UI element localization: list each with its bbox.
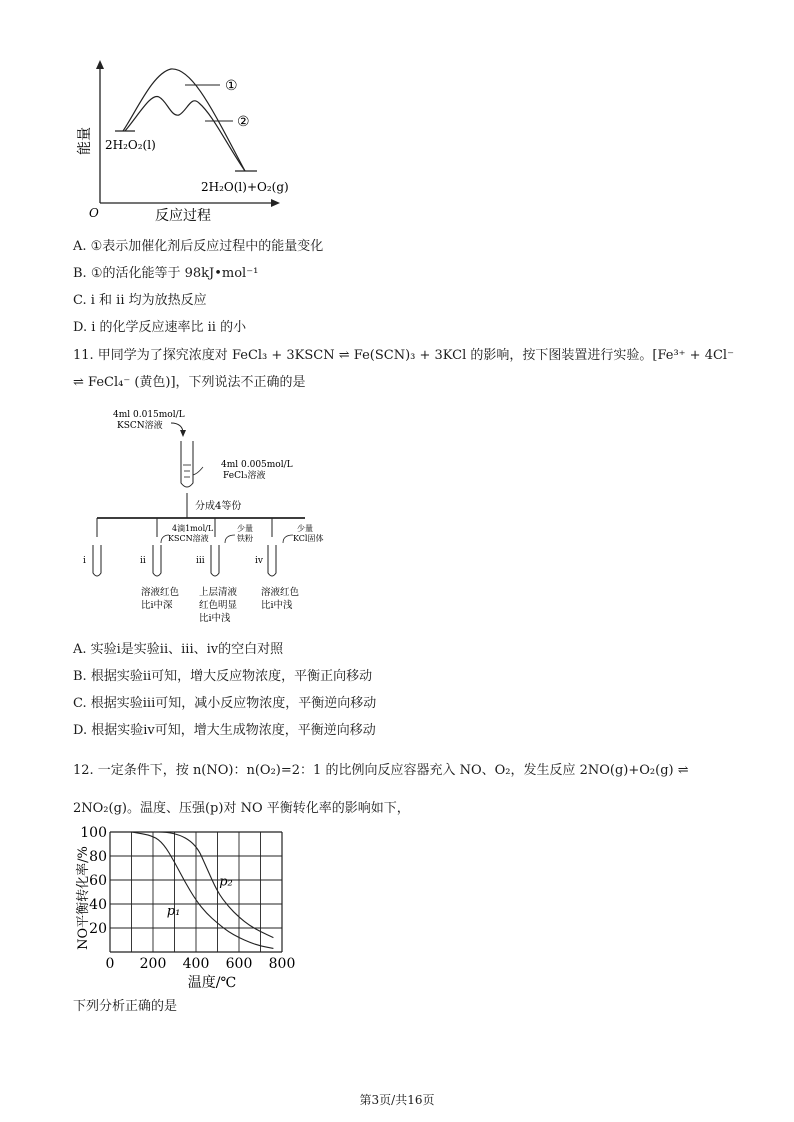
- q12-stem-line1: 12. 一定条件下，按 n(NO)：n(O₂)=2：1 的比例向反应容器充入 NO、O₂，发生反应 2NO(g)+O₂(g) ⇌: [73, 763, 689, 778]
- obs-ii-line2: 比i中深: [141, 600, 173, 611]
- add-ii-line2: KSCN溶液: [168, 534, 209, 543]
- y-tick-label: 80: [89, 849, 107, 865]
- add-iv-arrow: [283, 535, 293, 543]
- curve-2: [125, 96, 245, 171]
- q11-option-d: D. 根据实验iv可知，增大生成物浓度，平衡逆向移动: [73, 723, 376, 738]
- q10-option-c: C. i 和 ii 均为放热反应: [73, 293, 207, 308]
- q11-option-b: B. 根据实验ii可知，增大反应物浓度，平衡正向移动: [73, 669, 373, 684]
- obs-iii-line3: 比i中浅: [199, 613, 231, 624]
- y-axis-arrow: [96, 60, 104, 69]
- q11-option-a: A. 实验i是实验ii、iii、iv的空白对照: [73, 642, 284, 657]
- add-iv-line1: 少量: [297, 524, 313, 533]
- chart-y-label: NO平衡转化率/%: [76, 846, 91, 950]
- fecl3-leader: [193, 467, 203, 475]
- test-tube-ii: [153, 545, 161, 576]
- curve-1-label: ①: [225, 78, 238, 94]
- x-tick-label: 800: [268, 956, 296, 972]
- y-tick-label: 100: [80, 825, 107, 841]
- obs-ii-line1: 溶液红色: [141, 587, 180, 598]
- x-axis-arrow: [271, 199, 280, 207]
- add-iii-line2: 铁粉: [237, 534, 253, 543]
- series-label-2: p₂: [219, 874, 233, 890]
- energy-diagram: [75, 55, 305, 230]
- obs-iv-line2: 比i中浅: [261, 600, 293, 611]
- y-tick-label: 20: [89, 921, 107, 937]
- curve-2-label: ②: [237, 114, 250, 130]
- test-tube-iv: [268, 545, 276, 576]
- q11-stem-line2: ⇌ FeCl₄⁻ (黄色)]，下列说法不正确的是: [73, 375, 306, 390]
- page-footer: 第3页/共16页: [359, 1093, 435, 1107]
- x-tick-label: 0: [105, 956, 115, 972]
- series-line-2: [142, 832, 273, 938]
- q11-stem-line1: 11. 甲同学为了探究浓度对 FeCl₃ + 3KSCN ⇌ Fe(SCN)₃ + 3KCl 的影响，按下图装置进行实验。[Fe³⁺ + 4Cl⁻: [73, 348, 734, 363]
- tube-label-ii: ii: [140, 556, 146, 566]
- q11-option-c: C. 根据实验iii可知，减小反应物浓度，平衡逆向移动: [73, 696, 377, 711]
- fecl3-name: FeCl₃溶液: [223, 471, 266, 481]
- q10-option-d: D. i 的化学反应速率比 ii 的小: [73, 320, 247, 335]
- origin-label: O: [89, 206, 99, 220]
- no-conversion-chart: [72, 822, 302, 994]
- reactant-label: 2H₂O₂(l): [105, 138, 156, 152]
- tube-label-iv: iv: [255, 556, 263, 566]
- obs-iii-line1: 上层清液: [199, 587, 238, 598]
- tube-label-i: i: [83, 556, 86, 566]
- fecl3-conc: 4ml 0.005mol/L: [221, 460, 293, 470]
- kscn-conc: 4ml 0.015mol/L: [113, 410, 185, 420]
- obs-iii-line2: 红色明显: [199, 600, 238, 611]
- tube-label-iii: iii: [196, 556, 205, 566]
- test-tube-iii: [211, 545, 219, 576]
- apparatus-diagram: [75, 405, 365, 630]
- q10-option-a: A. ①表示加催化剂后反应过程中的能量变化: [73, 239, 324, 254]
- q12-stem-line2: 2NO₂(g)。温度、压强(p)对 NO 平衡转化率的影响如下，: [73, 801, 410, 816]
- chart-x-label: 温度/℃: [187, 975, 237, 991]
- x-tick-label: 400: [182, 956, 210, 972]
- kscn-name: KSCN溶液: [117, 421, 163, 431]
- kscn-arrow-head: [180, 430, 186, 437]
- q10-option-b: B. ①的活化能等于 98kJ•mol⁻¹: [73, 266, 259, 281]
- x-tick-label: 600: [225, 956, 253, 972]
- q12-after-text: 下列分析正确的是: [73, 999, 178, 1014]
- add-iii-line1: 少量: [237, 524, 253, 533]
- y-tick-label: 60: [89, 873, 107, 889]
- obs-iv-line1: 溶液红色: [261, 587, 300, 598]
- add-ii-line1: 4滴1mol/L: [172, 524, 214, 533]
- add-iv-line2: KCl固体: [293, 534, 324, 543]
- x-tick-label: 200: [139, 956, 167, 972]
- add-iii-arrow: [225, 535, 235, 543]
- series-label-1: p₁: [166, 903, 181, 919]
- big-test-tube: [181, 441, 193, 487]
- y-tick-label: 40: [89, 897, 107, 913]
- x-axis-label: 反应过程: [155, 208, 211, 224]
- split-label: 分成4等份: [195, 501, 242, 512]
- y-axis-label: 能量: [77, 127, 93, 155]
- test-tube-i: [93, 545, 101, 576]
- product-label: 2H₂O(l)+O₂(g): [201, 180, 289, 194]
